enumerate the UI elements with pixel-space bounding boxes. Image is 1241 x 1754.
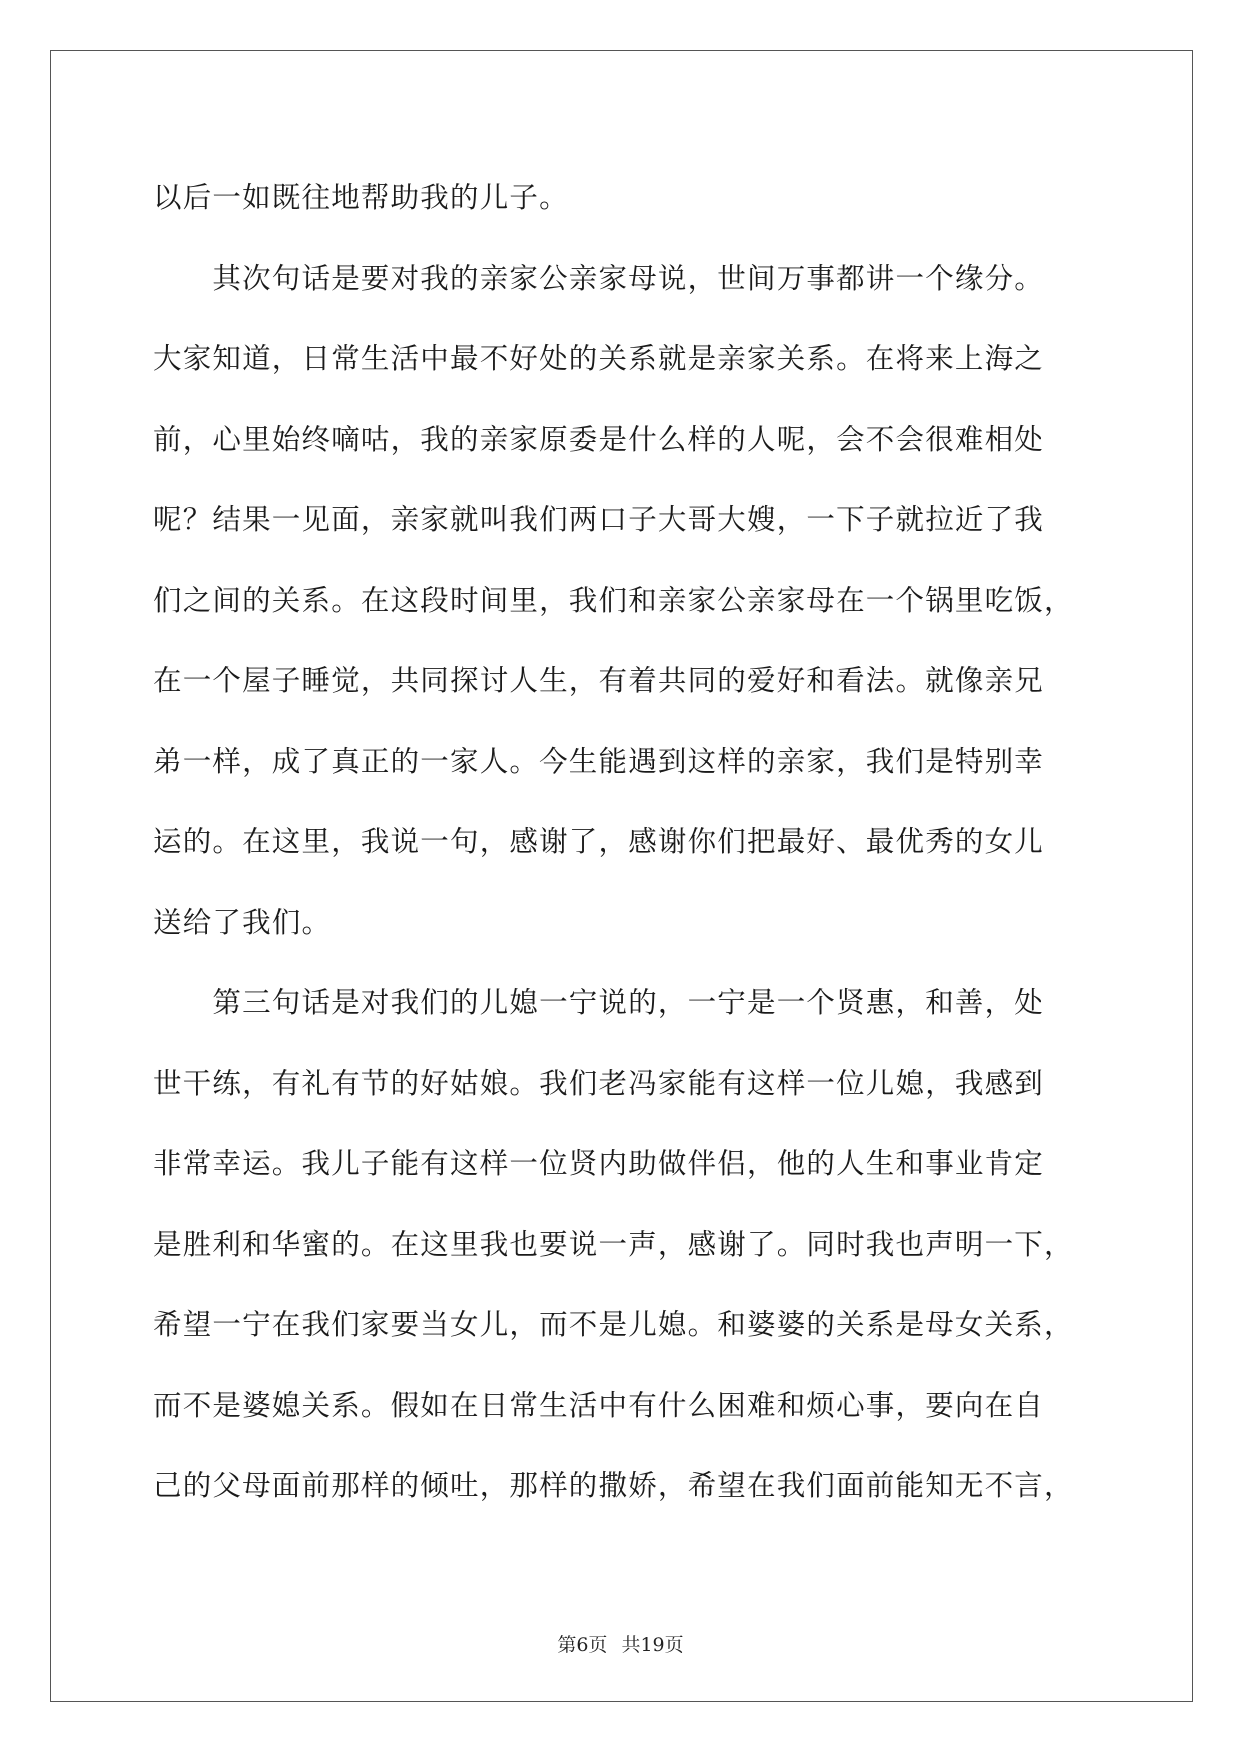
text-line: 希望一宁在我们家要当女儿，而不是儿媳。和婆婆的关系是母女关系， (153, 1308, 1074, 1341)
text-line: 其次句话是要对我的亲家公亲家母说，世间万事都讲一个缘分。 (153, 261, 1045, 295)
text-line: 前，心里始终嘀咕，我的亲家原委是什么样的人呢，会不会很难相处 (153, 422, 1045, 456)
document-body (153, 158, 1093, 1527)
text-line: 们之间的关系。在这段时间里，我们和亲家公亲家母在一个锅里吃饭， (153, 583, 1074, 617)
text-line: 运的。在这里，我说一句，感谢了，感谢你们把最好、最优秀的女儿 (153, 825, 1045, 858)
text-line: 送给了我们。 (153, 905, 332, 939)
text-line: 弟一样，成了真正的一家人。今生能遇到这样的亲家，我们是特别幸 (153, 744, 1045, 778)
text-line: 己的父母面前那样的倾吐，那样的撒娇，希望在我们面前能知无不言， (153, 1469, 1074, 1502)
text-line: 是胜利和华蜜的。在这里我也要说一声，感谢了。同时我也声明一下， (153, 1227, 1074, 1261)
text-line: 在一个屋子睡觉，共同探讨人生，有着共同的爱好和看法。就像亲兄 (153, 664, 1045, 697)
text-line: 呢？结果一见面，亲家就叫我们两口子大哥大嫂，一下子就拉近了我 (153, 503, 1045, 536)
text-line: 第三句话是对我们的儿媳一宁说的，一宁是一个贤惠，和善，处 (153, 986, 1045, 1019)
page-number: 第6页 (557, 1634, 608, 1656)
page-footer (0, 1630, 1241, 1657)
text-line: 非常幸运。我儿子能有这样一位贤内助做伴侣，他的人生和事业肯定 (153, 1147, 1045, 1180)
text-line: 大家知道，日常生活中最不好处的关系就是亲家关系。在将来上海之 (153, 342, 1045, 375)
text-line: 而不是婆媳关系。假如在日常生活中有什么困难和烦心事，要向在自 (153, 1388, 1045, 1422)
text-line: 以后一如既往地帮助我的儿子。 (153, 181, 569, 214)
page-total: 共19页 (621, 1634, 684, 1656)
text-line: 世干练，有礼有节的好姑娘。我们老冯家能有这样一位儿媳，我感到 (153, 1066, 1045, 1100)
